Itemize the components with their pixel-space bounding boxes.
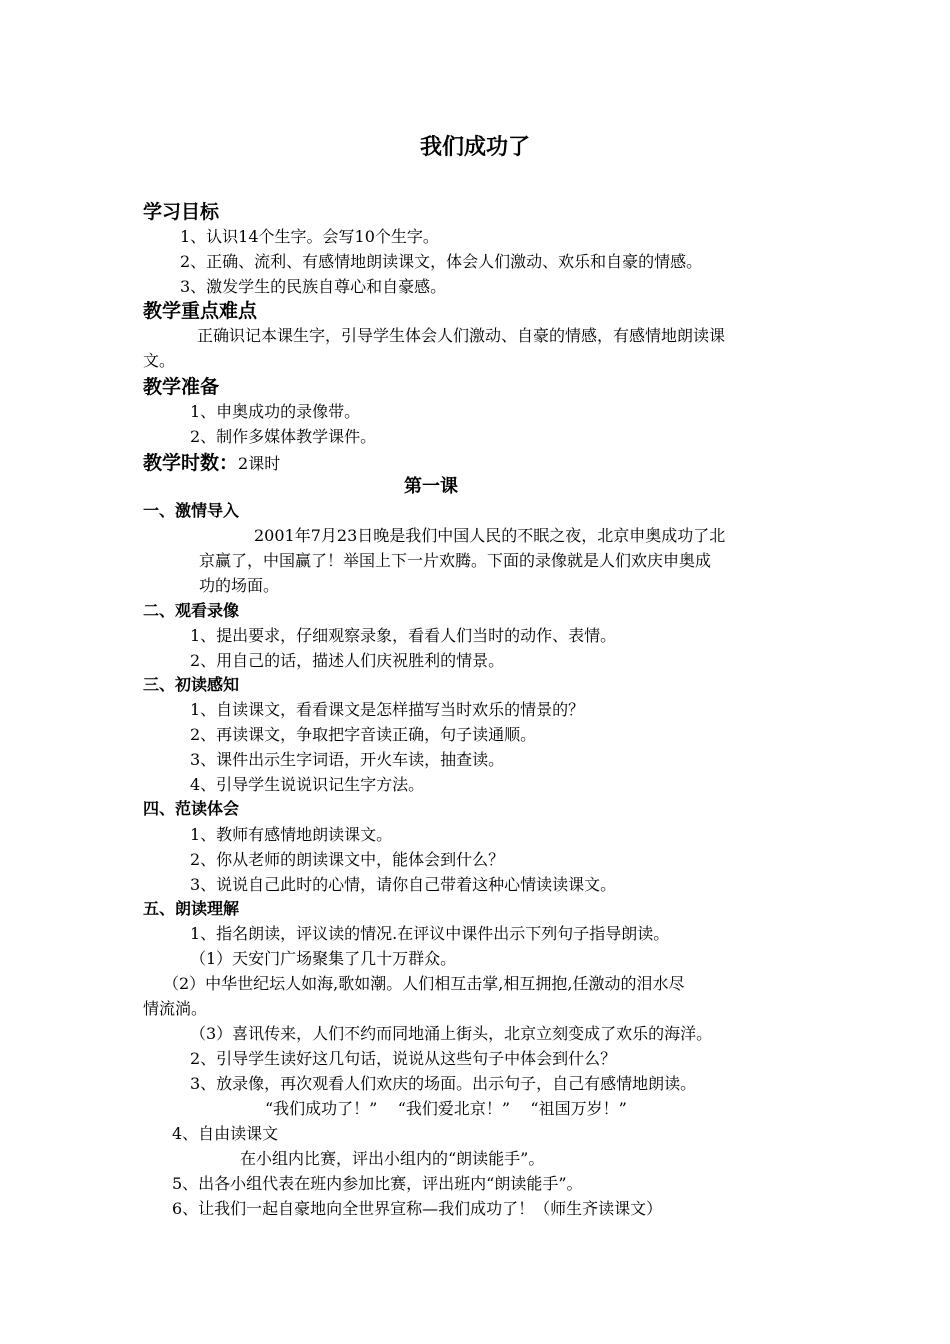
document-title: 我们成功了	[419, 135, 530, 160]
lesson-title: 第一课	[404, 476, 458, 497]
section-5-sentence: 情流淌。	[143, 999, 208, 1018]
section-5-heading: 五、朗读理解	[143, 899, 240, 918]
key-points-text: 文。	[143, 351, 176, 370]
key-points-text: 正确识记本课生字，引导学生体会人们激动、自豪的情感，有感情地朗读课	[197, 326, 726, 345]
key-points-heading: 教学重点难点	[143, 300, 258, 322]
section-5-item-detail: 在小组内比赛，评出小组内的“朗读能手”。	[240, 1149, 545, 1168]
section-3-item: 2、再读课文，争取把字音读正确，句子读通顺。	[190, 725, 537, 744]
section-3-item: 1、自读课文，看看课文是怎样描写当时欢乐的情景的？	[190, 700, 585, 719]
section-2-item: 2、用自己的话，描述人们庆祝胜利的情景。	[190, 651, 505, 670]
objectives-heading: 学习目标	[143, 201, 220, 223]
preparation-item: 2、制作多媒体教学课件。	[190, 427, 377, 446]
section-4-heading: 四、范读体会	[143, 799, 240, 818]
section-5-item: 6、让我们一起自豪地向全世界宣称—我们成功了！（师生齐读课文）	[172, 1199, 663, 1218]
section-3-item: 3、课件出示生字词语，开火车读，抽查读。	[190, 750, 505, 769]
section-4-item: 1、教师有感情地朗读课文。	[190, 825, 393, 844]
section-5-sentence: （3）喜讯传来，人们不约而同地涌上街头，北京立刻变成了欢乐的海洋。	[190, 1024, 713, 1043]
section-5-sentence: （1）天安门广场聚集了几十万群众。	[190, 949, 457, 968]
objective-item: 2、正确、流利、有感情地朗读课文，体会人们激动、欢乐和自豪的情感。	[180, 252, 703, 271]
section-1-text: 京赢了，中国赢了！举国上下一片欢腾。下面的录像就是人们欢庆申奥成	[199, 551, 712, 570]
section-2-item: 1、提出要求，仔细观察录象，看看人们当时的动作、表情。	[190, 626, 617, 645]
section-5-item: 2、引导学生读好这几句话，说说从这些句子中体会到什么？	[190, 1049, 617, 1068]
section-5-item: 5、出各小组代表在班内参加比赛，评出班内“朗读能手”。	[172, 1174, 583, 1193]
section-4-item: 2、你从老师的朗读课文中，能体会到什么？	[190, 850, 505, 869]
section-3-item: 4、引导学生说说识记生字方法。	[190, 775, 425, 794]
teaching-hours	[143, 450, 280, 477]
section-4-item: 3、说说自己此时的心情，请你自己带着这种心情读读课文。	[190, 875, 617, 894]
section-2-heading: 二、观看录像	[143, 601, 240, 620]
objective-item: 3、激发学生的民族自尊心和自豪感。	[180, 277, 447, 296]
section-1-text: 功的场面。	[199, 576, 280, 595]
section-3-heading: 三、初读感知	[143, 675, 240, 694]
hours-value: 2课时	[238, 454, 281, 473]
section-5-quotes: “我们成功了！” “我们爱北京！” “祖国万岁！”	[265, 1099, 627, 1118]
section-5-item: 3、放录像，再次观看人们欢庆的场面。出示句子，自己有感情地朗读。	[190, 1074, 697, 1093]
section-1-text: 2001年7月23日晚是我们中国人民的不眠之夜，北京申奥成功了北	[254, 526, 726, 545]
hours-label: 教学时数：	[143, 452, 239, 474]
objective-item: 1、认识14个生字。会写10个生字。	[180, 227, 439, 246]
preparation-heading: 教学准备	[143, 376, 220, 398]
section-1-heading: 一、激情导入	[143, 501, 240, 520]
section-5-sentence: （2）中华世纪坛人如海,歌如潮。人们相互击掌,相互拥抱,任激动的泪水尽	[163, 974, 685, 993]
section-5-item: 4、自由读课文	[172, 1124, 279, 1143]
preparation-item: 1、申奥成功的录像带。	[190, 402, 361, 421]
section-5-item: 1、指名朗读，评议读的情况.在评议中课件出示下列句子指导朗读。	[190, 924, 670, 943]
